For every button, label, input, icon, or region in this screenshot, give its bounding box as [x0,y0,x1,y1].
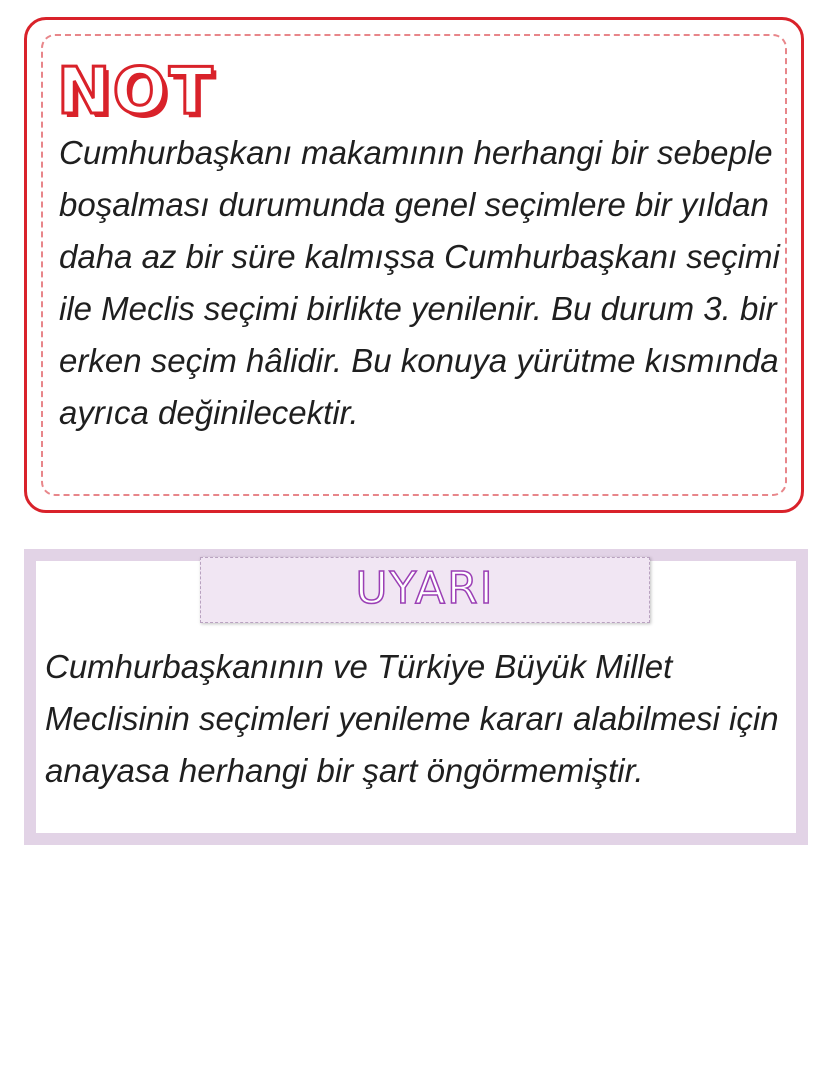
warning-title: UYARI [200,557,650,623]
note-box [24,17,804,513]
warning-box [24,549,808,845]
warning-body: Cumhurbaşkanının ve Türkiye Büyük Millet Meclisinin seçimleri yenileme kararı alabilmesi için anayasa herhangi bir şart öngörmemiştir. [45,648,779,789]
note-title: NOT [57,55,215,129]
note-body: Cumhurbaşkanı makamının herhangi bir sebeple boşalması durumunda genel seçimlere bir yıldan daha az bir süre kalmışsa Cumhurbaşkanı seçimi ile Meclis seçimi birlikte yenilenir. Bu durum 3. bir erken seçim hâlidir. Bu konuya yürütme kısmında ayrıca değinilecektir. [59,134,780,431]
